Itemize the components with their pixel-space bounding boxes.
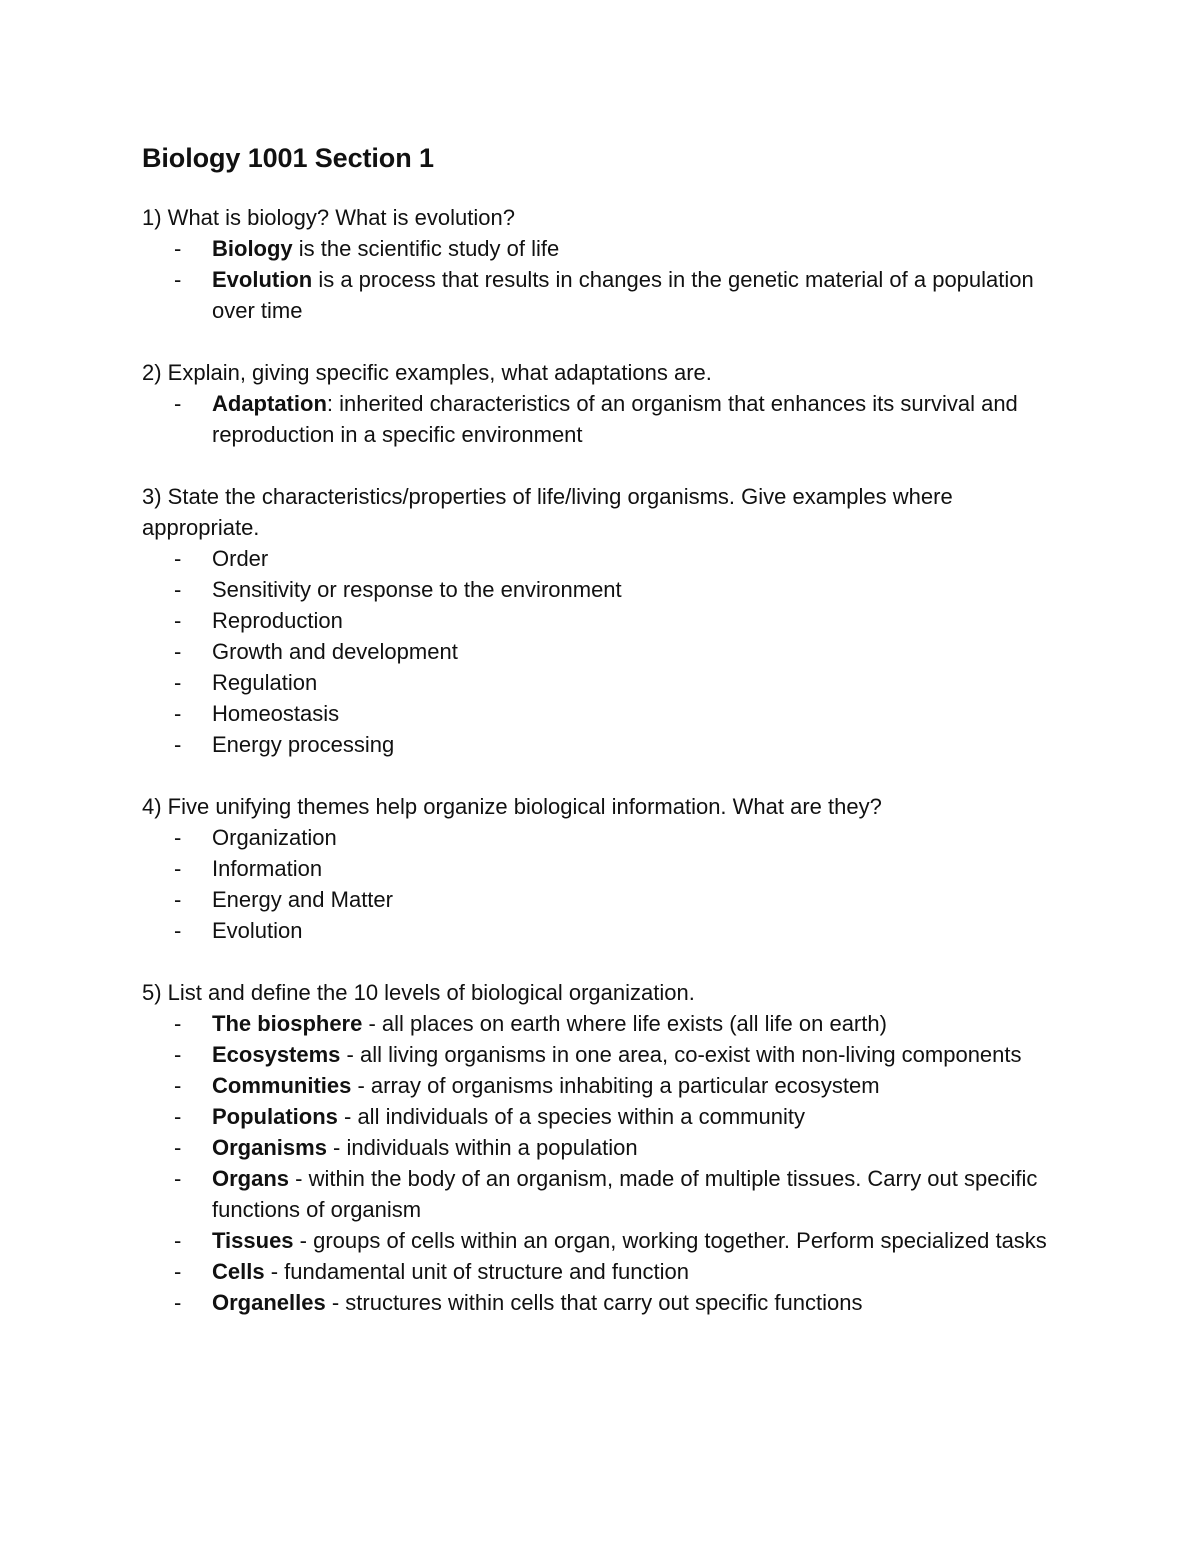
definition: - fundamental unit of structure and function xyxy=(264,1259,689,1284)
definition: - all living organisms in one area, co-exist with non-living components xyxy=(340,1042,1022,1067)
list-item-text: Energy processing xyxy=(212,732,395,757)
list-item: - Communities - array of organisms inhabiting a particular ecosystem xyxy=(174,1073,880,1098)
list-item: - Information xyxy=(174,856,323,881)
definition: is a process that results in changes in the genetic material of a population over time xyxy=(212,267,1034,323)
answer-list-3 xyxy=(142,543,1062,760)
list-item: - Organs - within the body of an organism, made of multiple tissues. Carry out specific functions of organism xyxy=(174,1166,1038,1222)
definition: - all places on earth where life exists (all life on earth) xyxy=(362,1011,887,1036)
list-item: - Reproduction xyxy=(174,608,343,633)
answer-list-1 xyxy=(142,233,1062,326)
question-1: 1) What is biology? What is evolution? xyxy=(142,205,515,230)
term: Tissues xyxy=(212,1228,294,1253)
term: Organs xyxy=(212,1166,290,1191)
answer-list-5 xyxy=(142,1008,1062,1318)
list-item: - Organelles - structures within cells that carry out specific functions xyxy=(174,1290,863,1315)
question-4: 4) Five unifying themes help organize biological information. What are they? xyxy=(142,794,882,819)
section-4 xyxy=(142,791,1062,946)
term: Cells xyxy=(212,1259,265,1284)
list-item: - Sensitivity or response to the environment xyxy=(174,577,622,602)
list-item: - The biosphere - all places on earth where life exists (all life on earth) xyxy=(174,1011,887,1036)
list-item-text: Growth and development xyxy=(212,639,458,664)
list-item-text: Reproduction xyxy=(212,608,343,633)
list-item-text: Order xyxy=(212,546,269,571)
list-item-text: Sensitivity or response to the environment xyxy=(212,577,622,602)
question-2: 2) Explain, giving specific examples, what adaptations are. xyxy=(142,360,712,385)
section-1 xyxy=(142,202,1062,326)
list-item: - Populations - all individuals of a species within a community xyxy=(174,1104,805,1129)
definition: - all individuals of a species within a community xyxy=(337,1104,805,1129)
list-item: - Homeostasis xyxy=(174,701,340,726)
definition: - structures within cells that carry out specific functions xyxy=(325,1290,863,1315)
definition: - groups of cells within an organ, working together. Perform specialized tasks xyxy=(293,1228,1047,1253)
term: The biosphere xyxy=(212,1011,363,1036)
term: Organisms xyxy=(212,1135,327,1160)
term: Populations xyxy=(212,1104,338,1129)
section-3 xyxy=(142,481,1062,760)
list-item-text: Regulation xyxy=(212,670,318,695)
definition: - array of organisms inhabiting a particular ecosystem xyxy=(351,1073,880,1098)
list-item: - Growth and development xyxy=(174,639,458,664)
list-item-text: Energy and Matter xyxy=(212,887,393,912)
answer-list-2 xyxy=(142,388,1062,450)
list-item-text: Evolution xyxy=(212,918,303,943)
list-item: - Organization xyxy=(174,825,337,850)
list-item: - Ecosystems - all living organisms in one area, co-exist with non-living components xyxy=(174,1042,1022,1067)
question-5: 5) List and define the 10 levels of biological organization. xyxy=(142,980,695,1005)
list-item: - Tissues - groups of cells within an organ, working together. Perform specialized tasks xyxy=(174,1228,1047,1253)
section-5 xyxy=(142,977,1062,1318)
list-item: - Evolution is a process that results in changes in the genetic material of a population over time xyxy=(174,267,1034,323)
list-item: - Energy processing xyxy=(174,732,395,757)
question-3: 3) State the characteristics/properties of life/living organisms. Give examples where appropriate. xyxy=(142,484,953,540)
document-page xyxy=(142,140,1062,1349)
list-item-text: Organization xyxy=(212,825,337,850)
list-item: - Adaptation: inherited characteristics of an organism that enhances its survival and reproduction in a specific environment xyxy=(174,391,1018,447)
term: Communities xyxy=(212,1073,352,1098)
page-title: Biology 1001 Section 1 xyxy=(142,143,434,173)
list-item: - Energy and Matter xyxy=(174,887,393,912)
list-item-text: Information xyxy=(212,856,323,881)
list-item-text: Homeostasis xyxy=(212,701,340,726)
list-item: - Regulation xyxy=(174,670,318,695)
definition: - individuals within a population xyxy=(326,1135,638,1160)
term: Adaptation xyxy=(212,391,327,416)
list-item: - Evolution xyxy=(174,918,303,943)
definition: is the scientific study of life xyxy=(292,236,560,261)
term: Organelles xyxy=(212,1290,326,1315)
definition: : inherited characteristics of an organism that enhances its survival and reproduction in a specific environment xyxy=(212,391,1018,447)
list-item: - Biology is the scientific study of life xyxy=(174,236,560,261)
list-item: - Order xyxy=(174,546,269,571)
list-item: - Cells - fundamental unit of structure and function xyxy=(174,1259,689,1284)
term: Evolution xyxy=(212,267,313,292)
definition: - within the body of an organism, made of multiple tissues. Carry out specific functions of organism xyxy=(212,1166,1038,1222)
list-item: - Organisms - individuals within a population xyxy=(174,1135,638,1160)
answer-list-4 xyxy=(142,822,1062,946)
section-2 xyxy=(142,357,1062,450)
term: Biology xyxy=(212,236,293,261)
term: Ecosystems xyxy=(212,1042,341,1067)
